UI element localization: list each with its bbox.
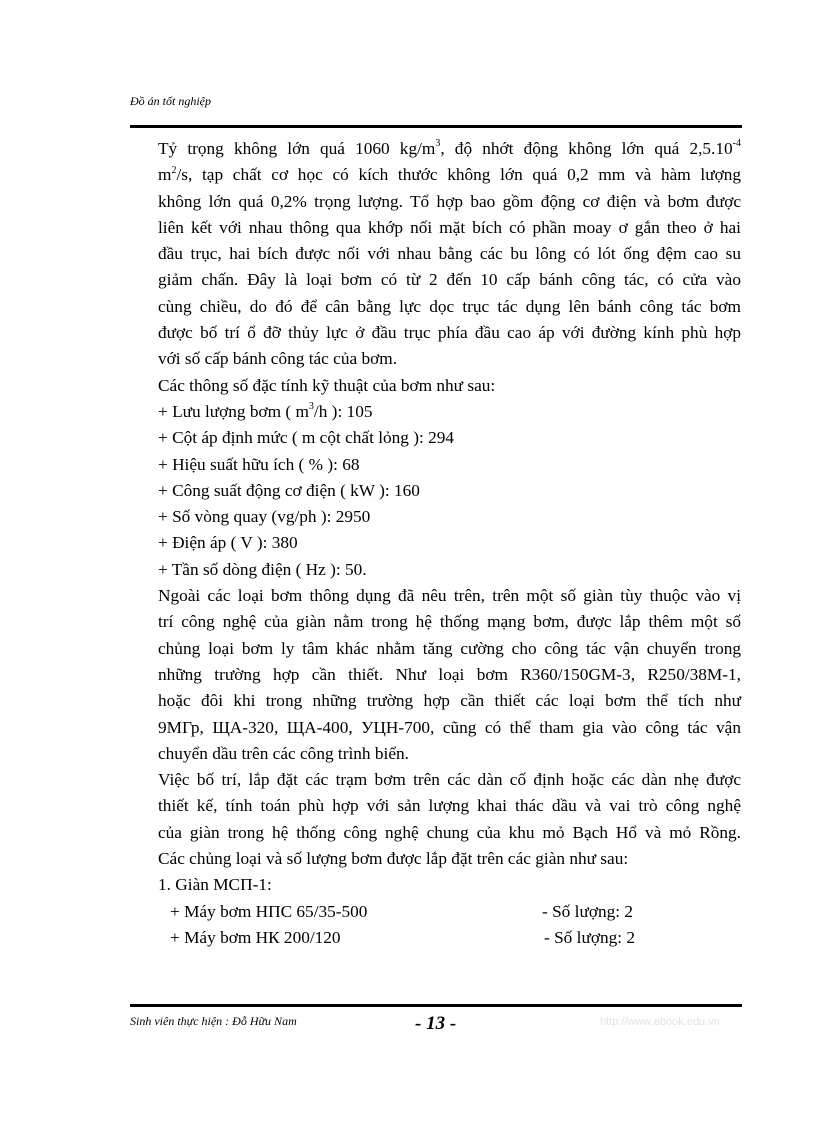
spec-item: + Tần số dòng điện ( Hz ): 50. xyxy=(158,559,367,579)
body-line: Các chủng loại và số lượng bơm được lắp đặt trên các giàn như sau: xyxy=(158,849,629,869)
body-line: thiết kế, tính toán phù hợp với sản lượng khai thác dầu và vai trò công nghệ xyxy=(158,796,741,816)
pump-qty: - Số lượng: 2 xyxy=(542,901,633,921)
footer-rule xyxy=(130,1004,742,1007)
body-line: Tỷ trọng không lớn quá 1060 $kg/m^3$, độ nhớt động không lớn quá $2,5.10^{-4}$ xyxy=(158,138,741,158)
header-rule xyxy=(130,125,742,128)
body-line: chủng loại bơm ly tâm khác nhằm tăng cường cho công tác vận chuyển trong xyxy=(158,638,741,658)
body-line: giảm chấn. Đây là loại bơm có từ 2 đến 10 cấp bánh công tác, có cửa vào xyxy=(158,270,741,290)
footer-watermark: http://www.ebook.edu.vn xyxy=(600,1016,720,1028)
body-line: đầu trục, hai bích được nối với nhau bằng các bu lông có lót ống đệm cao su xyxy=(158,244,741,264)
specs-intro: Các thông số đặc tính kỹ thuật của bơm như sau: xyxy=(158,375,496,395)
spec-item: + Điện áp ( V ): 380 xyxy=(158,533,298,553)
header-title: Đồ án tốt nghiệp xyxy=(130,94,211,108)
spec-item: + Lưu lượng bơm ( $m^3/h$ ): 105 xyxy=(158,401,373,421)
body-line: 9МГр, ЩА-320, ЩА-400, УЦН-700, cũng có thể tham gia vào công tác vận xyxy=(158,717,741,737)
body-line: cùng chiều, do đó để cân bằng lực dọc trục tác dụng lên bánh công tác bơm xyxy=(158,296,741,316)
list-heading: 1. Giàn МСП-1: xyxy=(158,875,272,895)
body-line: của giàn trong hệ thống công nghệ chung của khu mỏ Bạch Hổ và mỏ Rồng. xyxy=(158,822,741,842)
body-line: $m^2/s$, tạp chất cơ học có kích thước không lớn quá 0,2 mm và hàm lượng xyxy=(158,164,741,185)
pump-name: + Máy bơm НК 200/120 xyxy=(170,927,341,947)
body-line: Ngoài các loại bơm thông dụng đã nêu trên, trên một số giàn tùy thuộc vào vị xyxy=(158,586,741,606)
spec-item: + Hiệu suất hữu ích ( % ): 68 xyxy=(158,454,360,474)
pump-row xyxy=(158,899,741,925)
body-line: Việc bố trí, lắp đặt các trạm bơm trên các dàn cố định hoặc các dàn nhẹ được xyxy=(158,770,741,790)
page-number: - 13 - xyxy=(415,1013,457,1034)
pump-qty: - Số lượng: 2 xyxy=(544,927,635,947)
body-line: với số cấp bánh công tác của bơm. xyxy=(158,349,398,369)
body-line: chuyển dầu trên các công trình biển. xyxy=(158,743,409,763)
body-line: liên kết với nhau thông qua khớp nối mặt bích có phần moay ơ gắn theo ở hai xyxy=(158,217,741,237)
spec-item: + Công suất động cơ điện ( kW ): 160 xyxy=(158,480,420,500)
body-line: được bố trí ổ đỡ thủy lực ở đầu trục phía đầu cao áp với đường kính phù hợp xyxy=(158,323,741,343)
body-line: hoặc đôi khi trong những trường hợp cần thiết các loại bơm thể tích như xyxy=(158,691,741,711)
footer-author: Sinh viên thực hiện : Đỗ Hữu Nam xyxy=(130,1014,297,1028)
pump-name: + Máy bơm НПС 65/35-500 xyxy=(170,901,368,921)
document-body xyxy=(158,136,741,951)
spec-item: + Cột áp định mức ( m cột chất lỏng ): 294 xyxy=(158,428,455,448)
body-line: trí công nghệ của giàn nằm trong hệ thống mạng bơm, được lắp thêm một số xyxy=(158,612,741,632)
body-line: không lớn quá 0,2% trọng lượng. Tổ hợp bao gồm động cơ điện và bơm được xyxy=(158,191,741,211)
spec-item: + Số vòng quay (vg/ph ): 2950 xyxy=(158,507,371,527)
pump-row xyxy=(158,925,741,951)
body-line: những trường hợp cần thiết. Như loại bơm R360/150GM-3, R250/38M-1, xyxy=(158,664,741,684)
